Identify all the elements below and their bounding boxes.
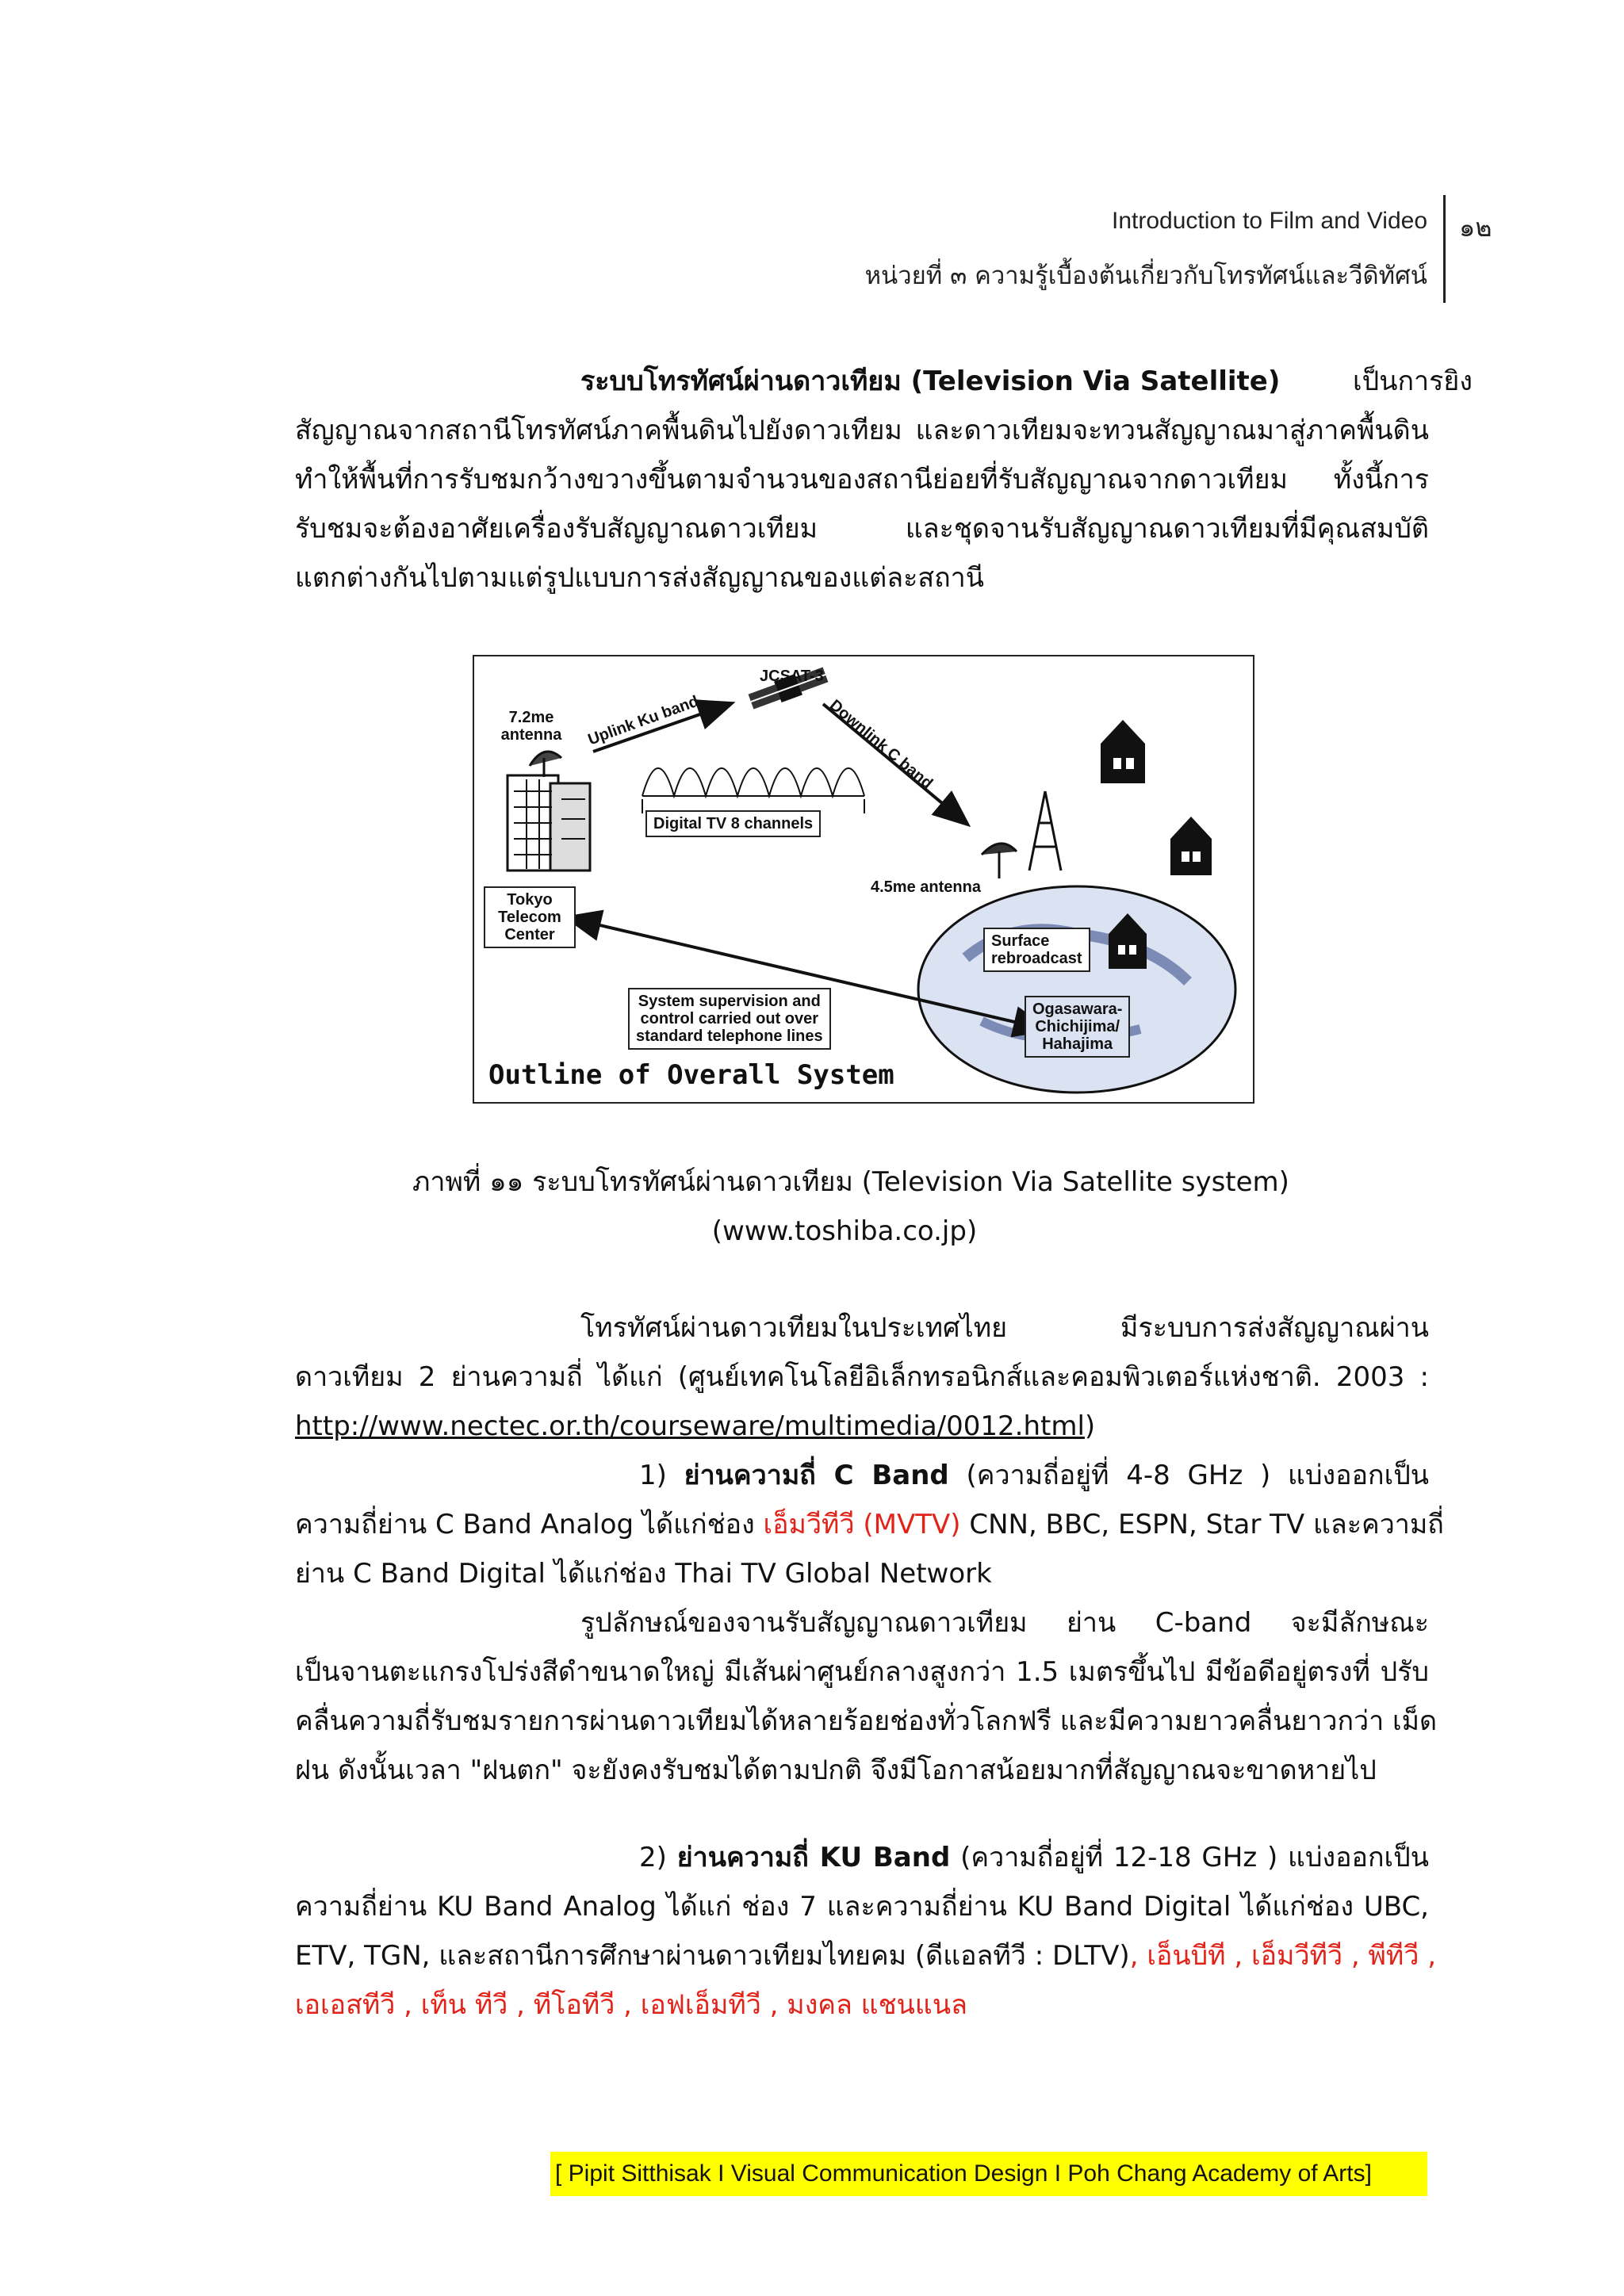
thai-tv-line-2: ดาวเทียม 2 ย่านความถี่ ได้แก่ (ศูนย์เทคโนโลยีอิเล็กทรอนิกส์และคอมพิวเตอร์แห่งชาติ. 2003 : — [295, 1361, 1429, 1393]
surface-rebroadcast-label — [983, 928, 1090, 972]
ku-band-line-3-a: ETV, TGN, และสถานีการศึกษาผ่านดาวเทียมไทยคม (ดีแอลทีวี : DLTV) — [295, 1940, 1130, 1972]
footer-credit: [ Pipit Sitthisak I Visual Communication Design I Poh Chang Academy of Arts] — [550, 2152, 1427, 2196]
uplink-label: Uplink Ku band — [585, 692, 702, 749]
digital-tv-label: Digital TV 8 channels — [645, 810, 821, 837]
intro-heading: ระบบโทรทัศน์ผ่านดาวเทียม (Television Via Satellite) — [580, 365, 1281, 397]
satellite-label: JCSAT-3 — [760, 668, 824, 685]
tokyo-center-label — [484, 886, 576, 948]
c-band-desc-line-3: คลื่นความถี่รับชมรายการผ่านดาวเทียมได้หลายร้อยช่องทั่วโลกฟรี และมีความยาวคลื่นยาวกว่า เม็ด — [295, 1705, 1438, 1737]
surface-line-2: rebroadcast — [991, 950, 1082, 967]
page-number: ๑๒ — [1459, 212, 1492, 243]
c-band-line-2-a: ความถี่ย่าน C Band Analog ได้แก่ช่อง — [295, 1509, 764, 1540]
system-line-2: control carried out over — [640, 1010, 819, 1027]
c-band-line-1 — [295, 1451, 1429, 1500]
downlink-label: Downlink C band — [825, 696, 936, 793]
thai-tv-line-3-end: ) — [1084, 1410, 1096, 1442]
intro-line-5: แตกต่างกันไปตามแต่รูปแบบการส่งสัญญาณของแต่ละสถานี — [295, 562, 985, 594]
tower-icon — [1029, 791, 1061, 871]
ogasawara-label — [1025, 996, 1130, 1058]
ku-band-line-1 — [295, 1833, 1429, 1882]
c-band-line-2-b: CNN, BBC, ESPN, Star TV และความถี่ — [960, 1509, 1444, 1540]
house-icon — [1170, 817, 1212, 875]
c-band-line-1-rest: (ความถี่อยู่ที่ 4-8 GHz ) แบ่งออกเป็น — [966, 1460, 1430, 1491]
small-antenna-icon — [982, 844, 1017, 878]
tokyo-line-2: Telecom — [498, 909, 561, 926]
tokyo-line-1: Tokyo — [507, 891, 553, 909]
ku-band-line-2: ความถี่ย่าน KU Band Analog ได้แก่ ช่อง 7 และความถี่ย่าน KU Band Digital ได้แก่ช่อง UBC, — [295, 1891, 1429, 1923]
ogasawara-line-2: Chichijima/ — [1035, 1018, 1120, 1035]
c-band-title: ย่านความถี่ C Band — [684, 1460, 949, 1491]
c-band-line-2 — [295, 1500, 1444, 1549]
thai-tv-line-1: โทรทัศน์ผ่านดาวเทียมในประเทศไทย มีระบบการส่งสัญญาณผ่าน — [580, 1312, 1429, 1344]
thai-tv-paragraph — [295, 1303, 1429, 1451]
c-band-desc-line-2: เป็นจานตะแกรงโปร่งสีดำขนาดใหญ่ มีเส้นผ่าศูนย์กลางสูงกว่า 1.5 เมตรขึ้นไป มีข้อดีอยู่ตรงที่ ปรับ — [295, 1656, 1429, 1688]
ogasawara-line-1: Ogasawara- — [1032, 1001, 1123, 1018]
big-antenna-size: 7.2me — [508, 709, 554, 726]
ku-band-section — [295, 1833, 1437, 2030]
c-band-desc-line-1: รูปลักษณ์ของจานรับสัญญาณดาวเทียม ย่าน C-band จะมีลักษณะ — [580, 1607, 1429, 1639]
caption-source: (www.toshiba.co.jp) — [711, 1215, 978, 1247]
intro-line-3: ทำให้พื้นที่การรับชมกว้างขวางขึ้นตามจำนวนของสถานีย่อยที่รับสัญญาณจากดาวเทียม ทั้งนี้การ — [295, 464, 1429, 496]
unit-title: หน่วยที่ ๓ ความรู้เบื้องต้นเกี่ยวกับโทรทัศน์และวีดิทัศน์ — [864, 262, 1427, 290]
system-line-3: standard telephone lines — [636, 1027, 823, 1045]
small-antenna-label: 4.5me antenna — [871, 878, 981, 896]
header-divider — [1443, 195, 1446, 303]
figure-title: Outline of Overall System — [488, 1059, 894, 1091]
intro-paragraph — [295, 357, 1473, 603]
c-band-number: 1) — [639, 1460, 667, 1491]
big-antenna-word: antenna — [500, 726, 562, 744]
globe-icon — [918, 886, 1235, 1093]
big-antenna-label — [492, 709, 571, 744]
intro-line-1-rest: เป็นการยิง — [1353, 365, 1473, 397]
system-supervision-label — [628, 988, 831, 1050]
ogasawara-line-3: Hahajima — [1042, 1035, 1113, 1053]
course-title: Introduction to Film and Video — [1111, 208, 1427, 234]
c-band-desc-line-4: ฝน ดังนั้นเวลา "ฝนตก" จะยังคงรับชมได้ตามปกติ จึงมีโอกาสน้อยมากที่สัญญาณจะขาดหายไป — [295, 1755, 1377, 1786]
figure-caption — [412, 1158, 1308, 1256]
system-line-1: System supervision and — [638, 993, 821, 1010]
intro-line-4: รับชมจะต้องอาศัยเครื่องรับสัญญาณดาวเทียม และชุดจานรับสัญญาณดาวเทียมที่มีคุณสมบัติ — [295, 513, 1429, 545]
mvtv-channel: เอ็มวีทีวี (MVTV) — [763, 1509, 961, 1540]
ku-band-red-channels-1: , เอ็นบีที , เอ็มวีทีวี , พีทีวี , — [1129, 1940, 1437, 1972]
ku-band-line-3 — [295, 1931, 1437, 1980]
signal-waves — [642, 768, 864, 813]
ku-band-line-1-rest: (ความถี่อยู่ที่ 12-18 GHz ) แบ่งออกเป็น — [960, 1842, 1429, 1873]
satellite-system-figure — [473, 655, 1254, 1104]
tokyo-line-3: Center — [504, 926, 555, 943]
thai-tv-line-3 — [295, 1402, 1429, 1451]
ku-band-red-channels-2: เอเอสทีวี , เท็น ทีวี , ทีโอทีวี , เอฟเอ็มทีวี , มงคล แชนแนล — [295, 1989, 967, 2021]
caption-line-1: ภาพที่ ๑๑ ระบบโทรทัศน์ผ่านดาวเทียม (Television Via Satellite system) — [412, 1166, 1289, 1198]
tokyo-building-icon — [508, 752, 590, 871]
house-icon — [1101, 720, 1145, 783]
intro-line-2: สัญญาณจากสถานีโทรทัศน์ภาคพื้นดินไปยังดาวเทียม และดาวเทียมจะทวนสัญญาณมาสู่ภาคพื้นดิน — [295, 415, 1429, 446]
c-band-line-3: ย่าน C Band Digital ได้แก่ช่อง Thai TV Global Network — [295, 1558, 992, 1590]
intro-line-1 — [295, 357, 1473, 406]
surface-line-1: Surface — [991, 932, 1050, 950]
ku-band-number: 2) — [639, 1842, 667, 1873]
ku-band-title: ย่านความถี่ KU Band — [676, 1842, 951, 1873]
c-band-section — [295, 1451, 1444, 1795]
nectec-link[interactable]: http://www.nectec.or.th/courseware/multimedia/0012.html — [295, 1410, 1085, 1442]
